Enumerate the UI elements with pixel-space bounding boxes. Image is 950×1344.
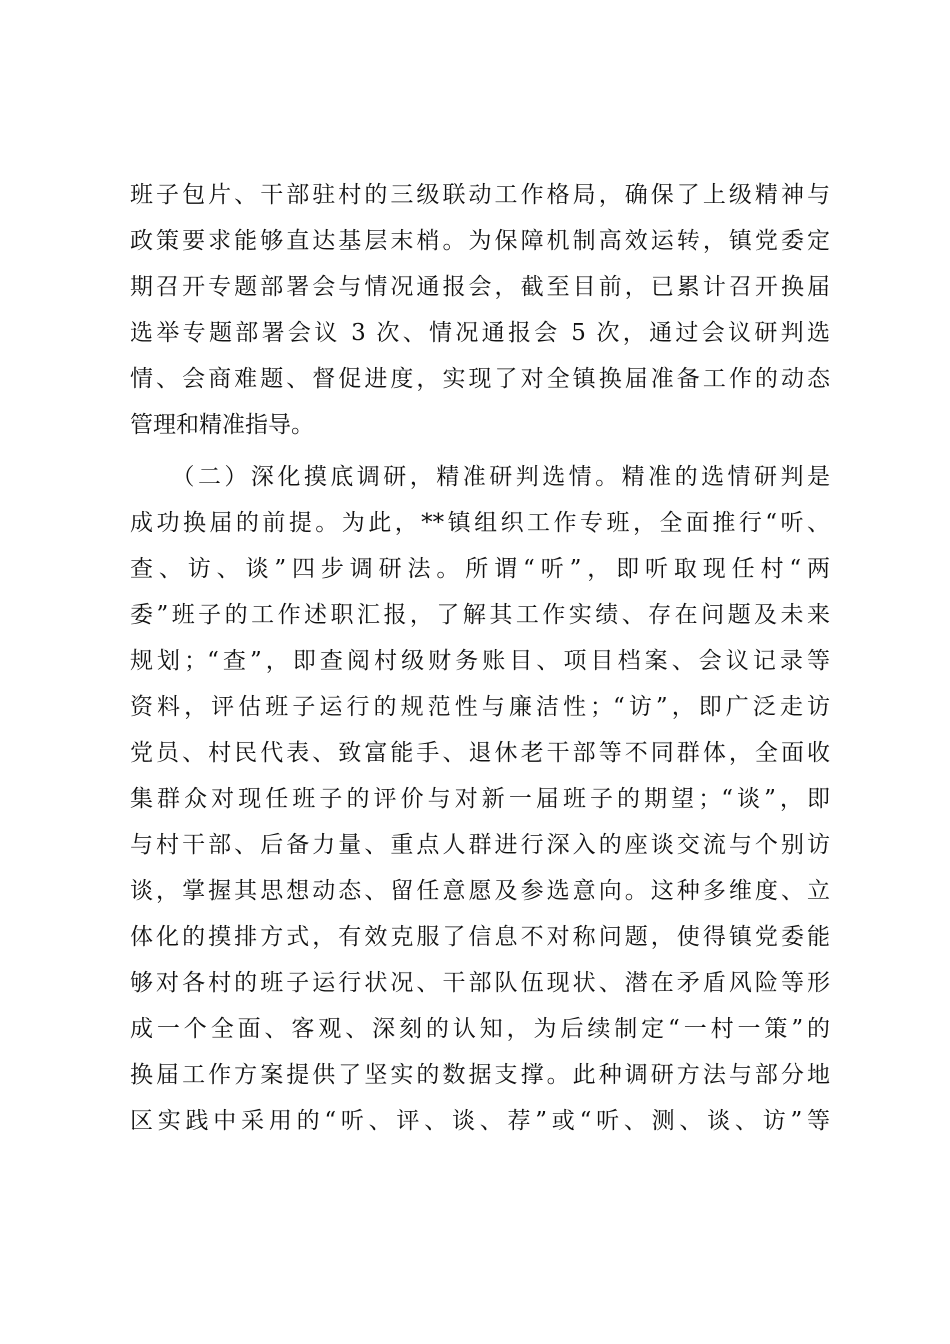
text-line: 换届工作方案提供了坚实的数据支撑。此种调研方法与部分地 [130, 1062, 830, 1088]
text-line: 选举专题部署会议 3 次、情况通报会 5 次，通过会议研判选 [130, 320, 830, 346]
text-line: 区实践中采用的“听、评、谈、荐”或“听、测、谈、访”等 [130, 1108, 830, 1134]
text-line: 查、访、谈”四步调研法。所谓“听”，即听取现任村“两 [130, 556, 830, 582]
paragraph-2 [130, 454, 830, 1144]
text-line: 管理和精准指导。 [130, 412, 314, 438]
paragraph-1 [130, 172, 830, 448]
text-line: （二）深化摸底调研，精准研判选情。精准的选情研判是 [130, 464, 830, 490]
text-line: 与村干部、后备力量、重点人群进行深入的座谈交流与个别访 [130, 832, 830, 858]
text-line: 够对各村的班子运行状况、干部队伍现状、潜在矛盾风险等形 [130, 970, 830, 996]
text-line: 政策要求能够直达基层末梢。为保障机制高效运转，镇党委定 [130, 228, 830, 254]
text-line: 班子包片、干部驻村的三级联动工作格局，确保了上级精神与 [130, 182, 830, 208]
text-line: 委”班子的工作述职汇报，了解其工作实绩、存在问题及未来 [130, 602, 830, 628]
text-line: 体化的摸排方式，有效克服了信息不对称问题，使得镇党委能 [130, 924, 830, 950]
text-line: 资料，评估班子运行的规范性与廉洁性；“访”，即广泛走访 [130, 694, 830, 720]
text-line: 规划；“查”，即查阅村级财务账目、项目档案、会议记录等 [130, 648, 830, 674]
text-line: 谈，掌握其思想动态、留任意愿及参选意向。这种多维度、立 [130, 878, 830, 904]
text-line: 成一个全面、客观、深刻的认知，为后续制定“一村一策”的 [130, 1016, 830, 1042]
text-line: 情、会商难题、督促进度，实现了对全镇换届准备工作的动态 [130, 366, 830, 392]
text-line: 成功换届的前提。为此，**镇组织工作专班，全面推行“听、 [130, 510, 830, 536]
text-line: 期召开专题部署会与情况通报会，截至目前，已累计召开换届 [130, 274, 830, 300]
text-line: 集群众对现任班子的评价与对新一届班子的期望；“谈”，即 [130, 786, 830, 812]
text-line: 党员、村民代表、致富能手、退休老干部等不同群体，全面收 [130, 740, 830, 766]
